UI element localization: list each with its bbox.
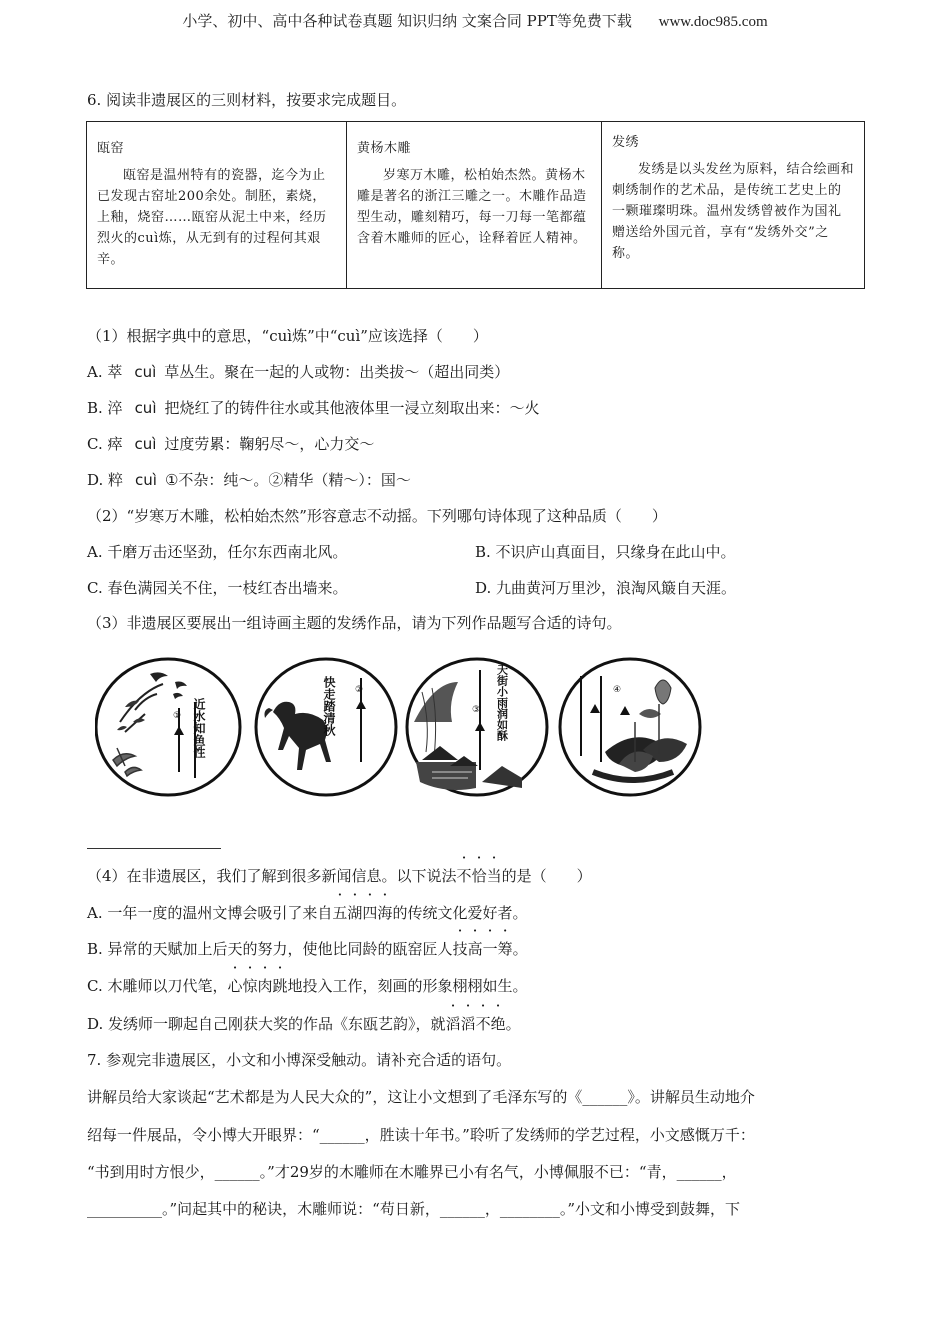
option-label: D. 粹: [87, 471, 124, 489]
option-text: 。: [512, 940, 528, 958]
material-body: 岁寒万木雕，松柏始杰然。黄杨木雕是著名的浙江三雕之一。木雕作品造型生动，雕刻精巧，每一刀每一笔都蕴含着木雕师的匠心，诠释着匠人精神。: [357, 168, 587, 246]
option-text: A. 一年一度的温州文博会吸引了来自: [87, 904, 333, 922]
emphasis-char: 心: [227, 977, 243, 995]
option-text: B. 异常的天赋加上后天的努力，使他比同龄的瓯窑匠人: [87, 940, 453, 958]
material-title: 发绣: [612, 135, 640, 150]
option-definition: 过度劳累：鞠躬尽～，心力交～: [164, 435, 375, 453]
option-pinyin: cuì: [134, 435, 157, 453]
embroidery-work-2: [251, 652, 401, 802]
option-text: 的传统文化爱好者。: [392, 904, 528, 922]
sub4-stem: [87, 865, 863, 887]
option-emphasis: [227, 977, 287, 995]
emphasis-char: 绝: [490, 1015, 506, 1033]
emphasis-char: 五: [332, 904, 348, 922]
work-poem: 近水知鱼性: [192, 698, 206, 758]
sub3-stem: （3）非遗展区要展出一组诗画主题的发绣作品，请为下列作品题写合适的诗句。: [87, 614, 622, 632]
emphasis-char: 高: [467, 940, 483, 958]
sub1-option-b[interactable]: [87, 397, 863, 419]
emphasis-char: 湖: [347, 904, 363, 922]
material-cell-ouyao: [87, 122, 347, 289]
sub2-stem: （2）“岁寒万木雕，松柏始杰然”形容意志不动摇。下列哪句诗体现了这种品质（ ）: [87, 507, 667, 525]
material-body: 瓯窑是温州特有的瓷器，迄今为止已发现古窑址200余处。制胚，素烧，上釉，烧窑……瓯窑从泥土中来，经历烈火的cuì炼，从无到有的过程何其艰辛。: [97, 168, 327, 267]
emphasis-char: 四: [362, 904, 378, 922]
page-header: [0, 10, 950, 31]
material-title: 瓯窑: [97, 141, 125, 156]
emphasis-char: 惊: [242, 977, 258, 995]
emphasis-char: 海: [377, 904, 393, 922]
embroidery-work-3: [402, 652, 552, 802]
option-text: C. 木雕师以刀代笔，: [87, 977, 228, 995]
sub2-option-a[interactable]: A. 千磨万击还坚劲，任尔东西南北风。: [87, 543, 348, 561]
material-cell-muddiao: [347, 122, 602, 289]
material-title: 黄杨木雕: [357, 141, 412, 156]
emphasis-char: 滔: [445, 1015, 461, 1033]
emphasis-char: 恰: [471, 867, 487, 885]
sub4-option-c[interactable]: [87, 975, 863, 997]
work-poem: 天街小雨润如酥: [495, 664, 509, 741]
sub2-option-c[interactable]: C. 春色满园关不住，一枝红杏出墙来。: [87, 579, 348, 597]
work-mark: ②: [355, 685, 364, 695]
option-emphasis: [446, 1015, 506, 1033]
work-poem: 快走踏清秋: [322, 676, 336, 736]
work-mark: ③: [472, 705, 481, 715]
embroidery-works: [95, 652, 715, 802]
option-text: 地投入工作，刻画的形象栩栩如生。: [287, 977, 528, 995]
emphasis-char: 当: [486, 867, 502, 885]
sub1-option-a[interactable]: [87, 361, 863, 383]
q7-line-4: __________。”问起其中的秘诀，木雕师说：“苟日新，______，________。”小文和小博受到鼓舞，下: [87, 1200, 741, 1218]
option-label: B. 淬: [87, 399, 123, 417]
q6-title: 6. 阅读非遗展区的三则材料，按要求完成题目。: [87, 91, 407, 109]
materials-table: [86, 121, 865, 289]
option-pinyin: cuì: [134, 363, 157, 381]
sub4-option-b[interactable]: [87, 938, 863, 960]
option-definition: 把烧红了的铸件往水或其他液体里一浸立刻取出来：～火: [164, 399, 540, 417]
emphasis-char: 筹: [497, 940, 513, 958]
work-mark: ①: [173, 711, 182, 721]
sub4-option-d[interactable]: [87, 1013, 863, 1035]
material-cell-faxiu: [602, 122, 865, 289]
header-text: 小学、初中、高中各种试卷真题 知识归纳 文案合同 PPT等免费下载: [182, 12, 632, 30]
embroidery-work-1: [95, 652, 245, 802]
work-mark: ④: [613, 685, 622, 695]
sub2-option-d[interactable]: D. 九曲黄河万里沙，浪淘风簸自天涯。: [475, 579, 737, 597]
option-label: C. 瘁: [87, 435, 123, 453]
option-pinyin: cuì: [134, 399, 157, 417]
q7-line-1: 讲解员给大家谈起“艺术都是为人民大众的”，这让小文想到了毛泽东写的《______》。讲解员生动地介: [87, 1088, 755, 1106]
embroidery-work-4: [555, 652, 705, 802]
sub4-stem-emphasis: [457, 867, 502, 885]
option-text: 。: [505, 1015, 521, 1033]
option-label: A. 萃: [87, 363, 123, 381]
emphasis-char: 一: [482, 940, 498, 958]
q7-line-2: 绍每一件展品，令小博大开眼界：“______，胜读十年书。”聆听了发绣师的学艺过程，小文感慨万千：: [87, 1126, 755, 1144]
option-definition: ①不杂：纯～。②精华（精～）：国～: [164, 471, 411, 489]
answer-blank-line[interactable]: [87, 848, 221, 849]
emphasis-char: 不: [456, 867, 472, 885]
emphasis-char: 跳: [272, 977, 288, 995]
q7-line-3: “书到用时方恨少，______。”才29岁的木雕师在木雕界已小有名气，小博佩服不已：“青，______，: [87, 1163, 737, 1181]
sub4-stem-post: 的是（ ）: [501, 867, 592, 885]
option-definition: 草丛生。聚在一起的人或物：出类拔～（超出同类）: [164, 363, 510, 381]
header-url[interactable]: www.doc985.com: [658, 14, 768, 30]
emphasis-char: 不: [475, 1015, 491, 1033]
option-emphasis: [453, 940, 513, 958]
emphasis-char: 技: [452, 940, 468, 958]
material-body: 发绣是以头发丝为原料，结合绘画和刺绣制作的艺术品，是传统工艺史上的一颗璀璨明珠。温州发绣曾被作为国礼赠送给外国元首，享有“发绣外交”之称。: [612, 162, 855, 261]
sub1-option-d[interactable]: [87, 469, 863, 491]
emphasis-char: 滔: [460, 1015, 476, 1033]
sub1-option-c[interactable]: [87, 433, 863, 455]
sub4-stem-pre: （4）在非遗展区，我们了解到很多新闻信息。以下说法: [87, 867, 457, 885]
option-text: D. 发绣师一聊起自己刚获大奖的作品《东瓯艺韵》，就: [87, 1015, 446, 1033]
sub2-option-b[interactable]: B. 不识庐山真面目，只缘身在此山中。: [475, 543, 736, 561]
emphasis-char: 肉: [257, 977, 273, 995]
option-emphasis: [332, 904, 392, 922]
q7-title: 7. 参观完非遗展区，小文和小博深受触动。请补充合适的语句。: [87, 1051, 512, 1069]
sub1-stem: （1）根据字典中的意思，“cuì炼”中“cuì”应该选择（ ）: [87, 327, 488, 345]
option-pinyin: cuì: [135, 471, 157, 489]
